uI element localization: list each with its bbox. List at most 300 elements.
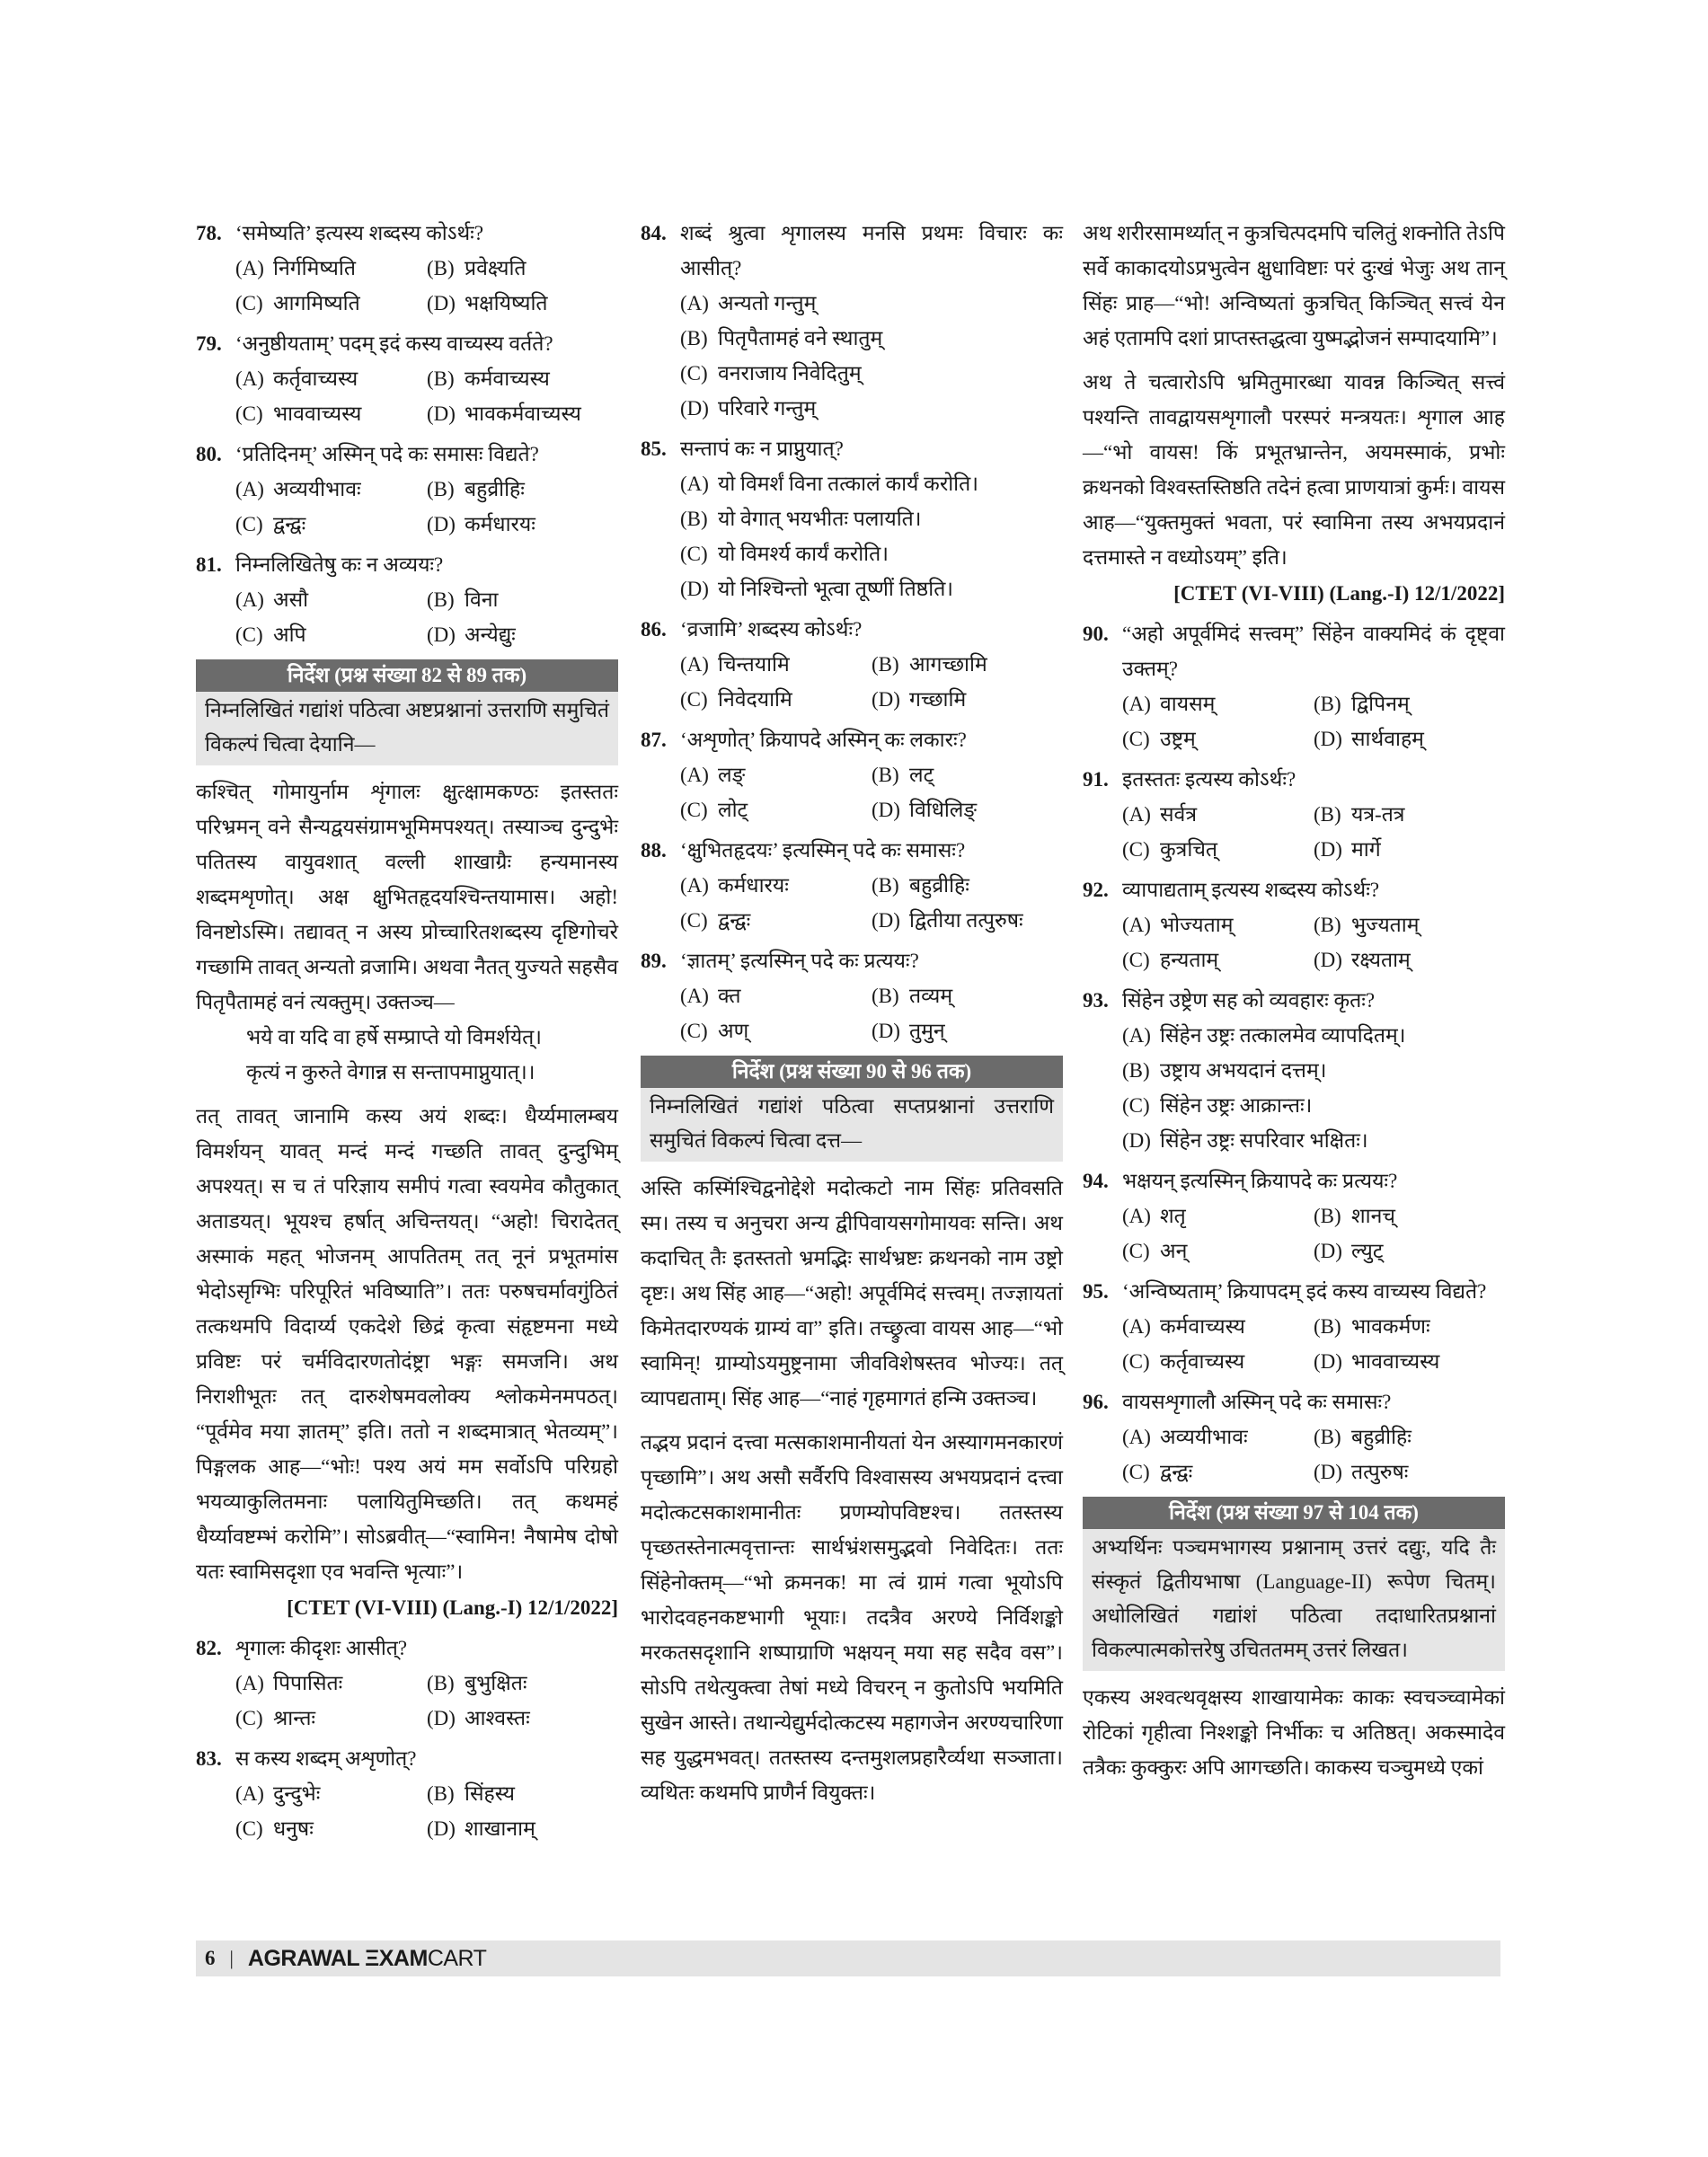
question-81 — [196, 547, 618, 652]
option-text: गच्छामि — [909, 688, 967, 711]
option-d — [427, 617, 618, 652]
footer-separator: | — [229, 1947, 234, 1969]
option-text: लङ् — [718, 764, 746, 786]
option-label: (C) — [680, 688, 708, 711]
question-line — [1083, 983, 1505, 1018]
option-text: तत्पुरुषः — [1351, 1461, 1409, 1483]
option-a — [680, 647, 872, 682]
option-c — [680, 792, 872, 827]
option-text: यो विमर्शं विना तत्कालं कार्यं करोति। — [718, 473, 978, 495]
options — [1083, 907, 1505, 977]
option-text: द्वितीया तत्पुरुषः — [909, 909, 1023, 932]
question-number: 91. — [1083, 768, 1109, 791]
option-label: (D) — [427, 402, 456, 425]
option-label: (A) — [1122, 1315, 1151, 1338]
option-a — [1122, 686, 1314, 721]
question-text: सन्तापं कः न प्राप्नुयात्? — [680, 438, 844, 460]
question-number: 82. — [196, 1637, 222, 1659]
option-label: (A) — [235, 257, 264, 279]
option-label: (B) — [1314, 803, 1341, 826]
passage-paragraph: एकस्य अश्वत्थवृक्षस्य शाखायामेकः काकः स्वचञ्च्वामेकां रोटिकां गृहीत्वा निश्शङ्को निर्भीकः च अतिष्ठत्। अकस्मादेव तत्रैकः कुक्कुरः अपि आगच्छति। काकस्य चञ्चुमध्ये एकां — [1083, 1686, 1505, 1779]
options — [1083, 1018, 1505, 1158]
option-label: (A) — [235, 1672, 264, 1694]
option-text: भोज्यताम् — [1160, 914, 1234, 936]
brand-light: CART — [427, 1945, 487, 1971]
option-text: उष्ट्राय अभयदानं दत्तम्। — [1160, 1059, 1327, 1082]
question-number: 83. — [196, 1747, 222, 1770]
option-c — [680, 1013, 872, 1048]
option-label: (B) — [872, 874, 899, 897]
option-text: वनराजाय निवेदितुम् — [718, 362, 862, 385]
question-number: 79. — [196, 332, 222, 355]
option-text: हन्यताम् — [1160, 949, 1219, 971]
question-text: ‘अनुष्ठीयताम्’ पदम् इदं कस्य वाच्यस्य वर्तते? — [235, 332, 553, 355]
options — [641, 757, 1063, 827]
question-84 — [641, 216, 1063, 426]
option-label: (B) — [427, 478, 455, 500]
option-text: भावकर्मणः — [1351, 1315, 1430, 1338]
options — [1083, 1419, 1505, 1490]
option-label: (B) — [427, 367, 455, 390]
question-number: 93. — [1083, 989, 1109, 1012]
passage-paragraph: तत् तावत् जानामि कस्य अयं शब्दः। धैर्य्यमालम्बय विमर्शयन् यावत् मन्दं मन्दं गच्छति तावत् दुन्दुभिम् अपश्यत्। स च तं परिज्ञाय समीपं गत्वा स्वयमेव कौतुकात् अताडयत्। भूयश्च हर्षात् अचिन्तयत्। “अहो! चिरादेतत् अस्माकं महत् भोजनम् आपतितम् तत् नूनं प्रभूतमांस भेदोऽसृग्भिः परिपूरितं भविष्याति”। ततः परुषचर्मावगुंठितं तत्कथमपि विदार्य्य एकदेशे छिद्रं कृत्वा संहृष्टमना मध्ये प्रविष्टः परं चर्मविदारणतोदंष्ट्रा भङ्गः समजनि। अथ निराशीभूतः तत् दारुशेषमवलोक्य श्लोकमेनमपठत्। “पूर्वमेव मया ज्ञातम्” इति। ततो न शब्दमात्रात् भेतव्यम्”। पिङ्गलक आह—“भोः! पश्य अयं मम सर्वोऽपि परिग्रहो भयव्याकुलितमनाः पलायितुमिच्छति। तत् कथमहं धैर्य्यावष्टम्भं करोमि”। सोऽब्रवीत्—“स्वामिन! नैषामेष दोषो यतः स्वामिसदृशा एव भवन्ति भृत्याः”। — [196, 1105, 618, 1583]
question-number: 85. — [641, 438, 667, 460]
option-label: (B) — [427, 1672, 455, 1694]
option-label: (B) — [1314, 1205, 1341, 1227]
question-94 — [1083, 1163, 1505, 1269]
option-label: (D) — [427, 1817, 456, 1840]
option-label: (C) — [235, 513, 263, 535]
option-text: पिपासितः — [273, 1672, 343, 1694]
question-88 — [641, 833, 1063, 938]
question-number: 80. — [196, 443, 222, 465]
option-b — [872, 868, 1063, 903]
question-number: 96. — [1083, 1391, 1109, 1413]
option-label: (C) — [235, 623, 263, 646]
option-label: (D) — [680, 397, 709, 420]
option-text: कर्मधारयः — [718, 874, 789, 897]
question-text: ‘अन्विष्यताम्’ क्रियापदम् इदं कस्य वाच्यस्य विद्यते? — [1122, 1280, 1487, 1303]
verse — [196, 1020, 618, 1090]
option-c — [1122, 1233, 1314, 1269]
option-text: कर्तृवाच्यस्य — [1160, 1350, 1245, 1373]
question-86 — [641, 612, 1063, 717]
option-d — [872, 682, 1063, 717]
option-text: कुत्रचित् — [1160, 838, 1218, 861]
option-label: (D) — [872, 799, 900, 821]
option-text: निवेदयामि — [718, 688, 792, 711]
question-92 — [1083, 872, 1505, 977]
options — [641, 647, 1063, 717]
options — [196, 1776, 618, 1846]
option-label: (C) — [1122, 949, 1150, 971]
brand-bold: AGRAWAL ΞXAM — [247, 1945, 428, 1971]
question-text: ‘क्षुभितहृदयः’ इत्यस्मिन् पदे कः समासः? — [680, 839, 966, 862]
option-text: कर्मवाच्यस्य — [465, 367, 550, 390]
option-label: (B) — [680, 327, 708, 349]
question-83 — [196, 1741, 618, 1846]
option-label: (A) — [680, 874, 709, 897]
option-label: (A) — [1122, 1205, 1151, 1227]
option-label: (C) — [1122, 1350, 1150, 1373]
option-text: भावकर्मवाच्यस्य — [465, 402, 581, 425]
options — [196, 472, 618, 542]
question-96 — [1083, 1384, 1505, 1490]
question-95 — [1083, 1274, 1505, 1379]
option-label: (C) — [680, 1020, 708, 1042]
option-text: आगच्छामि — [909, 653, 987, 676]
option-label: (C) — [1122, 1461, 1150, 1483]
question-line — [196, 547, 618, 582]
option-text: शाखानाम् — [465, 1817, 535, 1840]
option-label: (D) — [427, 623, 456, 646]
option-label: (C) — [680, 362, 708, 385]
option-a — [680, 757, 872, 792]
question-line — [641, 216, 1063, 286]
option-a — [1122, 1198, 1314, 1233]
option-text: शानच् — [1351, 1205, 1395, 1227]
option-label: (A) — [680, 292, 709, 314]
options — [641, 978, 1063, 1048]
question-line — [196, 1631, 618, 1666]
options — [196, 582, 618, 652]
option-c — [680, 903, 872, 938]
option-b — [1314, 1198, 1505, 1233]
question-line — [641, 943, 1063, 978]
option-label: (D) — [680, 578, 709, 600]
option-text: अपि — [273, 623, 306, 646]
passage-paragraph: तद्भय प्रदानं दत्त्वा मत्सकाशमानीयतां येन अस्यागमनकारणं पृच्छामि”। अथ असौ सर्वैरपि विश्वासस्य अभयप्रदानं दत्त्वा मदोत्कटसकाशमानीतः प्रणम्योपविष्टश्च। ततस्तस्य पृच्छतस्तेनात्मवृत्तान्तः सार्थभ्रंशसमुद्भवो निवेदितः। ततः सिंहेनोक्तम्—“भो क्रमनक! मा त्वं ग्रामं गत्वा भूयोऽपि भारोदवहनकष्टभागी भूयाः। तदत्रैव अरण्ये निर्विशङ्को मरकतसदृशानि शष्पाग्राणि भक्षयन् मया सह सदैव वस”। सोऽपि तथेत्युक्त्वा तेषां मध्ये विचरन् न कुतोऽपि भयमिति सुखेन आस्ते। तथान्येद्युर्मदोत्कटस्य महागजेन अरण्यचारिणा सह युद्धमभवत्। ततस्तस्य दन्तमुशलप्रहारैर्व्यथा सञ्जाता। व्यथितः कथमपि प्राणैर्न वियुक्तः। — [641, 1431, 1063, 1804]
option-text: बहुव्रीहिः — [465, 478, 525, 500]
option-b — [680, 321, 1063, 356]
option-text: ल्युट् — [1351, 1240, 1384, 1262]
exam-source-citation: [CTET (VI-VIII) (Lang.-I) 12/1/2022] — [1173, 582, 1505, 605]
question-text: ‘अशृणोत्’ क्रियापदे अस्मिन् कः लकारः? — [680, 729, 967, 751]
verse-line: कृत्यं न कुरुते वेगान्न स सन्तापमाप्नुयात्।। — [246, 1061, 535, 1083]
option-a — [1122, 907, 1314, 942]
passage-paragraph: अस्ति कस्मिंश्चिद्वनोद्देशे मदोत्कटो नाम सिंहः प्रतिवसति स्म। तस्य च अनुचरा अन्य द्वीपिवायसगोमायवः सन्ति। अथ कदाचित् तैः इतस्ततो भ्रमद्भिः सार्थभ्रष्टः क्रथनको नाम उष्ट्रो दृष्टः। अथ सिंह आह—“अहो! अपूर्वमिदं सत्त्वम्। तज्ज्ञायतां किमेतदारण्यकं ग्राम्यं वा” इति। तच्छ्रुत्वा वायस आह—“भो स्वामिन्! ग्राम्योऽयमुष्ट्रनामा जीवविशेषस्तव भोज्यः। तत् व्यापद्यताम्। सिंह आह—“नाहं गृहमागतं हन्मि उक्तञ्च। — [641, 1177, 1063, 1410]
option-c — [235, 396, 427, 431]
column-left — [196, 216, 618, 1846]
question-number: 88. — [641, 839, 667, 862]
option-a — [680, 286, 1063, 321]
option-text: उष्ट्रम् — [1160, 728, 1196, 750]
option-d — [1314, 1454, 1505, 1490]
option-label: (B) — [872, 653, 899, 676]
option-d — [680, 571, 1063, 606]
question-line — [1083, 616, 1505, 686]
option-b — [427, 582, 618, 617]
question-80 — [196, 437, 618, 542]
question-text: सिंहेन उष्ट्रेण सह को व्यवहारः कृतः? — [1122, 989, 1376, 1012]
option-d — [427, 507, 618, 542]
option-b — [1314, 686, 1505, 721]
option-b — [427, 251, 618, 286]
option-c — [680, 356, 1063, 391]
option-label: (B) — [1122, 1059, 1150, 1082]
option-text: भाववाच्यस्य — [273, 402, 362, 425]
option-c — [680, 536, 1063, 571]
option-text: बहुव्रीहिः — [1351, 1426, 1412, 1448]
option-text: वायसम् — [1160, 693, 1216, 715]
option-text: द्वन्द्वः — [718, 909, 751, 932]
option-d — [1314, 721, 1505, 756]
question-number: 87. — [641, 729, 667, 751]
option-label: (C) — [1122, 838, 1150, 861]
option-b — [1314, 1309, 1505, 1344]
option-label: (A) — [235, 588, 264, 611]
option-label: (D) — [1314, 838, 1342, 861]
option-text: रक्ष्यताम् — [1351, 949, 1411, 971]
question-number: 90. — [1083, 623, 1109, 645]
option-text: यो विमर्श्य कार्यं करोति। — [718, 543, 889, 565]
option-label: (C) — [680, 909, 708, 932]
option-text: यत्र-तत्र — [1351, 803, 1405, 826]
option-text: परिवारे गन्तुम् — [718, 397, 817, 420]
option-text: कर्मधारयः — [465, 513, 535, 535]
option-label: (A) — [1122, 1024, 1151, 1047]
option-text: अव्ययीभावः — [1160, 1426, 1248, 1448]
option-label: (C) — [1122, 1094, 1150, 1117]
option-b — [427, 1776, 618, 1811]
question-line — [196, 216, 618, 251]
option-text: द्वन्द्वः — [273, 513, 306, 535]
option-b — [872, 647, 1063, 682]
option-label: (B) — [1314, 693, 1341, 715]
question-line — [1083, 762, 1505, 797]
section-direction-banner: निर्देश (प्रश्न संख्या 90 से 96 तक) — [641, 1056, 1063, 1088]
option-label: (A) — [1122, 693, 1151, 715]
option-text: बुभुक्षितः — [465, 1672, 527, 1694]
option-label: (A) — [235, 367, 264, 390]
option-c — [1122, 1088, 1505, 1123]
option-text: सर्वत्र — [1160, 803, 1198, 826]
question-line — [196, 326, 618, 361]
option-text: असौ — [273, 588, 309, 611]
option-label: (D) — [427, 513, 456, 535]
option-label: (C) — [680, 543, 708, 565]
option-c — [1122, 1454, 1314, 1490]
question-text: निम्नलिखितेषु कः न अव्ययः? — [235, 553, 444, 576]
option-d — [1314, 832, 1505, 867]
option-d — [872, 903, 1063, 938]
option-a — [1122, 1419, 1314, 1454]
question-79 — [196, 326, 618, 431]
option-text: अन् — [1160, 1240, 1188, 1262]
option-b — [1122, 1053, 1505, 1088]
option-label: (D) — [872, 688, 900, 711]
page-number: 6 — [205, 1947, 216, 1969]
option-a — [235, 582, 427, 617]
option-d — [1314, 942, 1505, 977]
question-line — [641, 833, 1063, 868]
option-text: भुज्यताम् — [1351, 914, 1420, 936]
option-text: लोट् — [718, 799, 748, 821]
option-label: (A) — [1122, 914, 1151, 936]
option-b — [1314, 1419, 1505, 1454]
option-d — [427, 286, 618, 321]
options — [196, 1666, 618, 1736]
question-number: 86. — [641, 618, 667, 641]
option-text: क्त — [718, 985, 741, 1007]
option-text: अन्यतो गन्तुम् — [718, 292, 817, 314]
option-d — [1122, 1123, 1505, 1158]
option-d — [1314, 1344, 1505, 1379]
option-text: तव्यम् — [909, 985, 953, 1007]
option-text: सार्थवाहम् — [1351, 728, 1424, 750]
option-d — [427, 1701, 618, 1736]
question-text: ‘समेष्यति’ इत्यस्य शब्दस्य कोऽर्थः? — [235, 222, 484, 244]
options — [1083, 686, 1505, 756]
option-label: (D) — [1314, 949, 1342, 971]
question-line — [641, 431, 1063, 466]
option-c — [1122, 942, 1314, 977]
option-a — [1122, 1309, 1314, 1344]
option-label: (C) — [235, 1817, 263, 1840]
option-text: पितृपैतामहं वने स्थातुम् — [718, 327, 883, 349]
options — [196, 251, 618, 321]
options — [1083, 1309, 1505, 1379]
option-d — [872, 792, 1063, 827]
option-text: भक्षयिष्यति — [465, 292, 548, 314]
option-label: (B) — [427, 1782, 455, 1805]
option-a — [1122, 1018, 1505, 1053]
option-text: सिंहेन उष्ट्रः सपरिवार भक्षितः। — [1160, 1129, 1368, 1152]
option-label: (D) — [1314, 1240, 1342, 1262]
question-85 — [641, 431, 1063, 606]
option-c — [235, 617, 427, 652]
question-text: ‘ज्ञातम्’ इत्यस्मिन् पदे कः प्रत्ययः? — [680, 950, 919, 972]
question-line — [1083, 872, 1505, 907]
options — [641, 286, 1063, 426]
question-number: 81. — [196, 553, 222, 576]
question-number: 92. — [1083, 879, 1109, 901]
option-label: (B) — [1314, 914, 1341, 936]
option-label: (B) — [427, 257, 455, 279]
option-c — [235, 507, 427, 542]
option-c — [680, 682, 872, 717]
question-text: भक्षयन् इत्यस्मिन् क्रियापदे कः प्रत्ययः? — [1122, 1170, 1398, 1192]
question-78 — [196, 216, 618, 321]
option-text: अण् — [718, 1020, 749, 1042]
option-text: आश्वस्तः — [465, 1707, 530, 1729]
option-text: अन्येद्युः — [465, 623, 516, 646]
option-b — [1314, 907, 1505, 942]
option-label: (B) — [1314, 1426, 1341, 1448]
option-text: सिंहस्य — [465, 1782, 516, 1805]
option-label: (C) — [235, 1707, 263, 1729]
question-91 — [1083, 762, 1505, 867]
question-line — [1083, 1274, 1505, 1309]
option-label: (A) — [235, 478, 264, 500]
option-a — [680, 978, 872, 1013]
option-text: विधिलिङ् — [909, 799, 978, 821]
brand-logo — [248, 1946, 487, 1972]
option-text: द्वन्द्वः — [1160, 1461, 1193, 1483]
question-text: स कस्य शब्दम् अशृणोत्? — [235, 1747, 417, 1770]
question-87 — [641, 722, 1063, 827]
verse-line: भये वा यदि वा हर्षे सम्प्राप्ते यो विमर्शयेत्। — [246, 1026, 542, 1048]
option-label: (B) — [1314, 1315, 1341, 1338]
option-text: सिंहेन उष्ट्रः आक्रान्तः। — [1160, 1094, 1313, 1117]
question-line — [641, 722, 1063, 757]
question-line — [1083, 1163, 1505, 1198]
option-label: (C) — [680, 799, 708, 821]
option-label: (A) — [680, 473, 709, 495]
question-line — [641, 612, 1063, 647]
question-line — [196, 437, 618, 472]
option-text: श्रान्तः — [273, 1707, 316, 1729]
option-text: यो वेगात् भयभीतः पलायति। — [718, 508, 922, 530]
passage-paragraph: अथ शरीरसामर्थ्यात् न कुत्रचित्पदमपि चलितुं शक्नोति तेऽपि सर्वे काकादयोऽप्रभुत्वेन क्षुधाविष्टाः परं दुःखं भेजुः अथ तान् सिंहः प्राह—“भो! अन्विष्यतां कुत्रचित् किञ्चित् सत्त्वं येन अहं एतामपि दशां प्राप्तस्तद्धत्वा युष्मद्भोजनं सम्पादयामि”। — [1083, 222, 1505, 349]
option-label: (A) — [680, 764, 709, 786]
section-direction-banner: निर्देश (प्रश्न संख्या 97 से 104 तक) — [1083, 1497, 1505, 1529]
option-text: लट् — [909, 764, 934, 786]
option-c — [235, 1811, 427, 1846]
option-b — [872, 757, 1063, 792]
options — [641, 466, 1063, 606]
option-label: (C) — [1122, 728, 1150, 750]
question-text: इतस्ततः इत्यस्य कोऽर्थः? — [1122, 768, 1296, 791]
option-a — [235, 1666, 427, 1701]
option-text: आगमिष्यति — [273, 292, 360, 314]
option-label: (A) — [1122, 803, 1151, 826]
option-c — [235, 1701, 427, 1736]
option-a — [235, 361, 427, 396]
option-text: धनुषः — [273, 1817, 314, 1840]
option-text: तुमुन् — [909, 1020, 945, 1042]
question-82 — [196, 1631, 618, 1736]
option-c — [1122, 721, 1314, 756]
option-text: दुन्दुभेः — [273, 1782, 321, 1805]
question-89 — [641, 943, 1063, 1048]
option-b — [427, 472, 618, 507]
options — [196, 361, 618, 431]
option-text: सिंहेन उष्ट्रः तत्कालमेव व्यापदितम्। — [1160, 1024, 1406, 1047]
question-text: वायसशृगालौ अस्मिन् पदे कः समासः? — [1122, 1391, 1392, 1413]
question-number: 84. — [641, 222, 667, 244]
option-a — [680, 868, 872, 903]
option-text: अव्ययीभावः — [273, 478, 361, 500]
options — [641, 868, 1063, 938]
option-text: शतृ — [1160, 1205, 1186, 1227]
option-d — [1314, 1233, 1505, 1269]
option-b — [680, 501, 1063, 536]
option-text: कर्मवाच्यस्य — [1160, 1315, 1245, 1338]
option-b — [427, 361, 618, 396]
option-d — [872, 1013, 1063, 1048]
option-a — [235, 1776, 427, 1811]
page-footer — [196, 1940, 1500, 1976]
question-line — [1083, 1384, 1505, 1419]
option-a — [680, 466, 1063, 501]
option-text: मार्गे — [1351, 838, 1381, 861]
option-text: विना — [465, 588, 499, 611]
question-number: 95. — [1083, 1280, 1109, 1303]
option-b — [427, 1666, 618, 1701]
option-b — [1314, 797, 1505, 832]
option-text: बहुव्रीहिः — [909, 874, 969, 897]
option-label: (C) — [235, 292, 263, 314]
question-text: ‘प्रतिदिनम्’ अस्मिन् पदे कः समासः विद्यते? — [235, 443, 539, 465]
option-a — [235, 251, 427, 286]
option-label: (C) — [235, 402, 263, 425]
question-text: ‘व्रजामि’ शब्दस्य कोऽर्थः? — [680, 618, 863, 641]
passage-paragraph: अथ ते चत्वारोऽपि भ्रमितुमारब्धा यावन्न किञ्चित् सत्त्वं पश्यन्ति तावद्वायसशृगालौ परस्परं मन्त्रयतः। शृगाल आह—“भो वायस! किं प्रभूतभ्रान्तेन, अयमस्माकं, प्रभोः क्रथनको विश्वस्तस्तिष्ठति तदेनं हत्वा प्राणयात्रां कुर्मः। वायस आह—“युक्तमुक्तं भवता, परं स्वामिना तस्य अभयप्रदानं दत्तमास्ते न वध्योऽयम्” इति। — [1083, 371, 1505, 569]
option-label: (D) — [872, 1020, 900, 1042]
question-number: 78. — [196, 222, 222, 244]
option-label: (B) — [680, 508, 708, 530]
